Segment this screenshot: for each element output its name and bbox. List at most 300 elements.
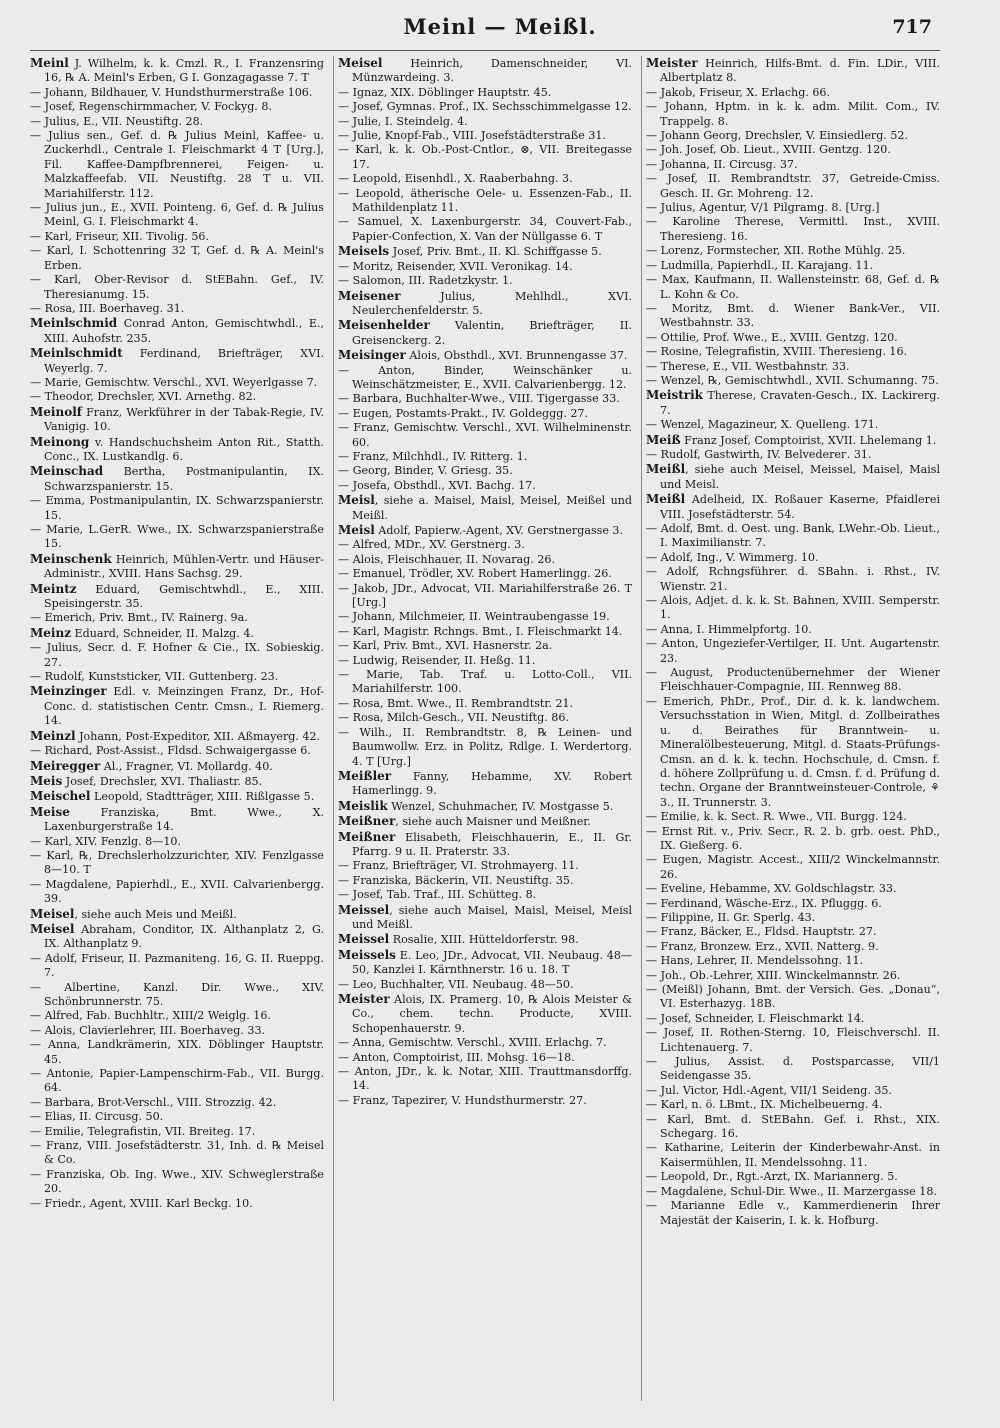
directory-entry <box>646 492 940 522</box>
directory-entry <box>646 374 940 388</box>
directory-entry <box>338 948 632 978</box>
entry-surname: Meisl <box>338 493 375 508</box>
directory-entry <box>646 565 940 594</box>
directory-entry <box>338 143 632 172</box>
directory-entry <box>30 390 324 404</box>
entry-text: — Jakob, Friseur, X. Erlachg. 66. <box>646 85 830 99</box>
directory-entry <box>30 1197 324 1211</box>
entry-text: Wenzel, Schuhmacher, IV. Mostgasse 5. <box>387 799 614 813</box>
entry-text: — Julius, Agentur, V/1 Pilgramg. 8. [Urg.] <box>646 201 880 215</box>
entry-text: — Anton, JDr., k. k. Notar, XIII. Trauttmansdorffg. 14. <box>338 1065 632 1093</box>
directory-entry <box>338 86 632 100</box>
entry-text: Ferdinand, Briefträger, XVI. Weyerlg. 7. <box>44 347 324 375</box>
directory-entry <box>338 654 632 668</box>
directory-entry <box>646 418 940 432</box>
entry-text: — Alois, Adjet. d. k. k. St. Bahnen, XVIII. Semperstr. 1. <box>646 594 940 622</box>
entry-surname: Meinolf <box>30 404 82 419</box>
directory-entry <box>338 697 632 711</box>
directory-entry <box>646 969 940 983</box>
entry-text: — Therese, E., VII. Westbahnstr. 33. <box>646 359 850 373</box>
entry-text: , siehe auch Maisner und Meißner. <box>395 815 591 829</box>
entry-text: Eduard, Schneider, II. Malzg. 4. <box>71 626 254 640</box>
directory-entry <box>338 364 632 393</box>
entry-text: — Rosine, Telegrafistin, XVIII. Theresieng. 16. <box>646 345 908 359</box>
entry-text: — Johann, Bildhauer, V. Hundsthurmerstraße 106. <box>30 85 313 99</box>
directory-entry <box>646 345 940 359</box>
entry-text: — Anna, I. Himmelpfortg. 10. <box>646 622 812 636</box>
entry-text: — Salomon, III. Radetzkystr. 1. <box>338 274 513 288</box>
entry-text: — Johann Georg, Drechsler, V. Einsiedlerg. 52. <box>646 129 908 143</box>
entry-surname: Meinzl <box>30 728 76 743</box>
entry-text: Al., Fragner, VI. Mollardg. 40. <box>100 759 273 773</box>
directory-entry <box>646 302 940 331</box>
entry-text: — Ignaz, XIX. Döblinger Hauptstr. 45. <box>338 85 552 99</box>
entry-text: Adelheid, IX. Roßauer Kaserne, Pfaidlerei VIII. Josefstädterstr. 54. <box>660 493 940 521</box>
entry-surname: Meinong <box>30 434 90 449</box>
directory-entry <box>338 799 632 814</box>
entry-text: — Anna, Landkrämerin, XIX. Döblinger Hauptstr. 45. <box>30 1038 324 1066</box>
directory-entry <box>338 450 632 464</box>
header-rule <box>30 50 940 51</box>
directory-entry <box>338 769 632 799</box>
directory-entry <box>646 201 940 215</box>
entry-text: — Filippine, II. Gr. Sperlg. 43. <box>646 910 816 924</box>
entry-text: Franziska, Bmt. Wwe., X. Laxenburgerstraße 14. <box>44 805 324 834</box>
entry-text: — Karl, Magistr. Rchngs. Bmt., I. Fleischmarkt 14. <box>338 624 623 638</box>
directory-entry <box>338 421 632 450</box>
directory-entry <box>30 1009 324 1023</box>
directory-entry <box>646 158 940 172</box>
directory-entry <box>646 388 940 418</box>
directory-entry <box>338 464 632 478</box>
entry-text: — Karl, k. k. Ob.-Post-Cntlor., ⊗, VII. Breitegasse 17. <box>338 143 632 171</box>
entry-text: — Anna, Gemischtw. Verschl., XVIII. Erlachg. 7. <box>338 1036 607 1050</box>
entry-text: Julius, Mehlhdl., XVI. Neulerchenfelderstr. 5. <box>352 289 632 317</box>
entry-text: — Marie, Tab. Traf. u. Lotto-Coll., VII. Mariahilferstr. 100. <box>338 668 632 696</box>
entry-text: — Leo, Buchhalter, VII. Neubaug. 48—50. <box>338 977 574 991</box>
directory-entry <box>30 129 324 201</box>
entry-text: Edl. v. Meinzingen Franz, Dr., Hof-Conc. d. statistischen Centr. Cmsn., I. Riemerg. 14. <box>44 685 324 728</box>
entry-text: — Moritz, Reisender, XVII. Veronikag. 14. <box>338 259 573 273</box>
entry-text: — Marie, Gemischtw. Verschl., XVI. Weyerlgasse 7. <box>30 375 318 389</box>
directory-entry <box>338 711 632 725</box>
entry-surname: Meister <box>646 56 698 70</box>
directory-entry <box>646 1170 940 1184</box>
entry-text: — Emerich, Priv. Bmt., IV. Rainerg. 9a. <box>30 611 248 625</box>
directory-entry <box>646 1026 940 1055</box>
directory-entry <box>646 594 940 623</box>
entry-text: — Adolf, Bmt. d. Oest. ung. Bank, LWehr.-Ob. Lieut., I. Maximilianstr. 7. <box>646 522 940 550</box>
directory-entry <box>30 523 324 552</box>
directory-entry <box>30 981 324 1010</box>
directory-entry <box>338 1065 632 1094</box>
directory-entry <box>30 1139 324 1168</box>
entry-text: — Franz, Bäcker, E., Fldsd. Hauptstr. 27. <box>646 925 877 939</box>
directory-entry <box>646 129 940 143</box>
entries-columns <box>30 56 940 1406</box>
directory-entry <box>30 835 324 849</box>
directory-entry <box>646 810 940 824</box>
entry-text: — Franziska, Bäckerin, VII. Neustiftg. 35. <box>338 873 574 887</box>
entry-text: — Wenzel, Magazineur, X. Quelleng. 171. <box>646 418 879 432</box>
entry-text: , siehe a. Maisel, Maisl, Meisel, Meißel und Meißl. <box>352 494 632 522</box>
directory-entry <box>30 878 324 907</box>
directory-entry <box>30 1125 324 1139</box>
entry-text: — Josef, Schneider, I. Fleischmarkt 14. <box>646 1011 865 1025</box>
directory-entry <box>646 695 940 810</box>
directory-entry <box>30 405 324 435</box>
entry-text: — Alois, Fleischhauer, II. Novarag. 26. <box>338 552 555 566</box>
page-title: Meinl — Meißl. <box>403 14 597 39</box>
entry-text: — Jul. Victor, Hdl.-Agent, VII/1 Seideng. 35. <box>646 1083 893 1097</box>
entry-surname: Meise <box>30 804 70 819</box>
directory-entry <box>30 230 324 244</box>
entry-surname: Meinlschmidt <box>30 346 123 361</box>
directory-entry <box>338 479 632 493</box>
entry-text: — Leopold, Dr., Rgt.-Arzt, IX. Mariannerg. 5. <box>646 1170 898 1184</box>
entry-surname: Meisl <box>338 523 375 537</box>
entry-text: — Karl, n. ö. LBmt., IX. Michelbeuerng. 4. <box>646 1098 883 1112</box>
column-right <box>646 56 940 1406</box>
directory-entry <box>30 952 324 981</box>
entry-surname: Meißl <box>646 492 686 507</box>
directory-entry <box>338 625 632 639</box>
entry-text: — Friedr., Agent, XVIII. Karl Beckg. 10. <box>30 1196 253 1210</box>
entry-text: — Anton, Ungeziefer-Vertilger, II. Unt. Augartenstr. 23. <box>646 637 940 665</box>
entry-text: — Franz, Tapezirer, V. Hundsthurmerstr. 27. <box>338 1093 587 1107</box>
directory-entry <box>338 115 632 129</box>
directory-entry <box>30 494 324 523</box>
entry-text: — Adolf, Friseur, II. Pazmaniteng. 16, G. II. Rueppg. 7. <box>30 951 324 980</box>
entry-text: — Ludwig, Reisender, II. Heßg. 11. <box>338 653 536 667</box>
directory-entry <box>338 260 632 274</box>
entry-text: — Johann, Hptm. in k. k. adm. Milit. Com., IV. Trappelg. 8. <box>646 100 940 128</box>
directory-entry <box>646 86 940 100</box>
entry-text: — Franz, Gemischtw. Verschl., XVI. Wilhelminenstr. 60. <box>338 421 632 449</box>
directory-entry <box>646 637 940 666</box>
directory-entry <box>646 433 940 448</box>
directory-entry <box>646 551 940 565</box>
directory-entry <box>30 201 324 230</box>
directory-entry <box>30 273 324 302</box>
entry-text: Bertha, Postmanipulantin, IX. Schwarzspanierstr. 15. <box>44 465 324 493</box>
entry-text: — Jakob, JDr., Advocat, VII. Mariahilferstraße 26. T [Urg.] <box>338 581 632 610</box>
entry-text: Alois, Obsthdl., XVI. Brunnengasse 37. <box>405 349 628 363</box>
entry-text: — Karl, Priv. Bmt., XVI. Hasnerstr. 2a. <box>338 639 553 653</box>
column-middle <box>338 56 632 1406</box>
entry-text: — Georg, Binder, V. Griesg. 35. <box>338 464 513 478</box>
directory-entry <box>338 610 632 624</box>
directory-entry <box>646 1113 940 1142</box>
entry-surname: Meischel <box>30 789 91 804</box>
directory-entry <box>338 567 632 581</box>
directory-entry <box>30 759 324 774</box>
entry-text: — Rudolf, Gastwirth, IV. Belvederег. 31. <box>646 447 872 461</box>
entry-surname: Meisel <box>338 56 383 70</box>
entry-text: — Rudolf, Kunststicker, VII. Guttenberg. 23. <box>30 670 279 684</box>
entry-surname: Meißl <box>646 462 686 477</box>
entry-text: — Julie, I. Steindelg. 4. <box>338 114 468 128</box>
entry-surname: Meister <box>338 992 390 1006</box>
directory-entry <box>646 244 940 258</box>
entry-surname: Meinschad <box>30 464 104 479</box>
entry-text: — Rosa, Milch-Gesch., VII. Neustiftg. 86. <box>338 711 569 725</box>
directory-entry <box>646 100 940 129</box>
entry-text: Conrad Anton, Gemischtwhdl., E., XIII. Auhofstr. 235. <box>44 317 324 345</box>
directory-entry <box>338 888 632 902</box>
entry-text: Heinrich, Damenschneider, VI. Münzwardeing. 3. <box>352 57 632 85</box>
entry-surname: Meinl <box>30 56 69 70</box>
directory-entry <box>646 1084 940 1098</box>
entry-text: — Leopold, ätherische Oele- u. Essenzen-Fab., II. Mathildenplatz 11. <box>338 186 632 215</box>
directory-entry <box>338 553 632 567</box>
entry-text: — Josef, II. Rembrandtstr. 37, Getreide-Cmiss. Gesch. II. Gr. Mohreng. 12. <box>646 172 940 200</box>
directory-entry <box>646 360 940 374</box>
entry-text: — Josefa, Obsthdl., XVI. Bachg. 17. <box>338 478 536 492</box>
entry-text: Eduard, Gemischtwhdl., E., XIII. Speisingerstr. 35. <box>44 582 324 611</box>
entry-surname: Meißler <box>338 768 392 783</box>
entry-text: — Ludmilla, Papierhdl., II. Karajang. 11. <box>646 258 874 272</box>
entry-text: — Richard, Post-Assist., Fldsd. Schwaigergasse 6. <box>30 744 311 758</box>
entry-text: Heinrich, Hilfs-Bmt. d. Fin. LDir., VIII. Albertplatz 8. <box>660 57 940 85</box>
directory-entry <box>646 1012 940 1026</box>
directory-entry <box>338 172 632 186</box>
directory-entry <box>646 825 940 854</box>
directory-entry <box>338 1094 632 1108</box>
entry-text: — Hans, Lehrer, II. Mendelssohng. 11. <box>646 954 864 968</box>
directory-entry <box>338 538 632 552</box>
entry-text: — Julius, E., VII. Neustiftg. 28. <box>30 114 204 128</box>
directory-entry <box>30 435 324 465</box>
directory-entry <box>646 911 940 925</box>
entry-text: — Josef, Regenschirmmacher, V. Fockyg. 8. <box>30 100 272 114</box>
entry-text: — Theodor, Drechsler, XVI. Arnethg. 82. <box>30 390 257 404</box>
entry-text: — Josef, II. Rothen-Sterng. 10, Fleischverschl. II. Lichtenauerg. 7. <box>646 1026 940 1054</box>
entry-text: — Wilh., II. Rembrandtstr. 8, ℞ Leinen- und Baumwollw. Erz. in Politz, Rdlge. I. Werdertorg. 4. T [Urg.] <box>338 725 632 768</box>
entry-text: — Emerich, PhDr., Prof., Dir. d. k. k. landwchem. Versuchsstation in Wien, Mitgl. d. Zollbeirathes u. d. Beirathes für Branntwein- u. Mineralölbesteuerung, Mitgl. d. Staats-Prüfungs-Cmsn. an d. k. k. techn. Hochschule, d. Cmsn. f. d. höhere Zollprüfung u. d. Cmsn. f. d. Prüfung d. techn. Organe der Branntweinsteuer-Controle, ⚘ 3., II. Trunnerstr. 3. <box>646 694 940 809</box>
directory-entry <box>646 259 940 273</box>
entry-text: Heinrich, Mühlen-Vertr. und Häuser-Administr., XVIII. Hans Sachsg. 29. <box>44 552 324 581</box>
entry-text: Franz, Werkführer in der Tabak-Regie, IV. Vanigig. 10. <box>44 405 324 434</box>
entry-surname: Meinlschmid <box>30 316 118 331</box>
entry-surname: Meisener <box>338 288 401 303</box>
entry-text: — Julius, Secr. d. F. Hofner & Cie., IX. Sobieskig. 27. <box>30 641 324 669</box>
entry-text: E. Leo, JDr., Advocat, VII. Neubaug. 48—50, Kanzlei I. Kärnthnerstr. 16 u. 18. T <box>352 948 632 977</box>
directory-entry <box>646 462 940 492</box>
directory-entry <box>338 56 632 86</box>
entry-text: — Josef, Gymnas. Prof., IX. Sechsschimmelgasse 12. <box>338 100 632 114</box>
directory-entry <box>30 1024 324 1038</box>
entry-surname: Meiß <box>646 432 681 447</box>
entry-text: — Julius jun., E., XVII. Pointeng. 6, Gef. d. ℞ Julius Meinl, G. I. Fleischmarkt 4. <box>30 201 324 229</box>
entry-text: — Franz, Bronzew. Erz., XVII. Natterg. 9. <box>646 939 879 953</box>
directory-entry <box>338 348 632 363</box>
directory-entry <box>338 493 632 523</box>
directory-entry <box>646 983 940 1012</box>
entry-text: Elisabeth, Fleischhauerin, E., II. Gr. Pfarrg. 9 u. II. Praterstr. 33. <box>352 830 632 858</box>
directory-entry <box>338 100 632 114</box>
directory-entry <box>646 215 940 244</box>
entry-text: — Joh. Josef, Ob. Lieut., XVIII. Gentzg. 120. <box>646 143 891 157</box>
directory-entry <box>646 522 940 551</box>
entry-text: Alois, IX. Pramerg. 10, ℞ Alois Meister & Co., chem. techn. Producte, XVIII. Schopenhauerstr. 9. <box>352 993 632 1035</box>
entry-text: — Katharine, Leiterin der Kinderbewahr-Anst. in Kaisermühlen, II. Mendelssohng. 11. <box>646 1141 940 1169</box>
directory-entry <box>646 448 940 462</box>
entry-text: — Alfred, Fab. Buchhltr., XIII/2 Weiglg. 16. <box>30 1009 271 1023</box>
entry-text: Adolf, Papierw.-Agent, XV. Gerstnergasse 3. <box>374 524 624 537</box>
entry-text: — Rosa, III. Boerhaveg. 31. <box>30 301 185 315</box>
entry-text: — Antonie, Papier-Lampenschirm-Fab., VII. Burgg. 64. <box>30 1067 324 1095</box>
entry-surname: Meisinger <box>338 348 406 363</box>
entry-text: — Ernst Rit. v., Priv. Secr., R. 2. b. grb. oest. PhD., IX. Gießerg. 6. <box>646 824 940 852</box>
entry-text: — Karl, I. Schottenring 32 T, Gef. d. ℞ A. Meinl's Erben. <box>30 244 324 272</box>
entry-text: Fanny, Hebamme, XV. Robert Hamerlingg. 9. <box>352 769 632 798</box>
directory-entry <box>338 726 632 769</box>
directory-entry <box>30 670 324 684</box>
entry-surname: Meisenhelder <box>338 318 430 333</box>
entry-text: — Samuel, X. Laxenburgerstr. 34, Couvert-Fab., Papier-Confection, X. Van der Nüllgasse 6. T <box>338 215 632 243</box>
directory-entry <box>30 849 324 878</box>
directory-entry <box>338 244 632 259</box>
entry-surname: Meinzinger <box>30 684 107 699</box>
directory-entry <box>30 582 324 612</box>
entry-text: — Karoline Therese, Vermittl. Inst., XVIII. Theresieng. 16. <box>646 215 940 243</box>
directory-entry <box>646 172 940 201</box>
entry-text: — Magdalene, Schul-Dir. Wwe., II. Marzergasse 18. <box>646 1184 937 1198</box>
entry-text: Abraham, Conditor, IX. Althanplatz 2, G. IX. Althanplatz 9. <box>44 922 324 951</box>
directory-entry <box>338 874 632 888</box>
entry-text: — Alfred, MDr., XV. Gerstnerg. 3. <box>338 538 525 552</box>
directory-entry <box>30 729 324 744</box>
entry-text: — Franz, Milchhdl., IV. Ritterg. 1. <box>338 449 528 463</box>
directory-entry <box>30 1110 324 1124</box>
entry-surname: Meiregger <box>30 758 101 773</box>
directory-entry <box>30 56 324 86</box>
directory-entry <box>646 925 940 939</box>
entry-text: — Ferdinand, Wäsche-Erz., IX. Pfluggg. 6. <box>646 896 882 910</box>
directory-entry <box>338 859 632 873</box>
entry-surname: Meissel <box>338 902 390 917</box>
directory-entry <box>646 1055 940 1084</box>
directory-entry <box>30 100 324 114</box>
directory-entry <box>338 830 632 860</box>
entry-text: , siehe auch Maisel, Maisl, Meisel, Meisl und Meißl. <box>352 903 632 931</box>
directory-entry <box>338 903 632 933</box>
directory-entry <box>30 1067 324 1096</box>
directory-entry <box>30 744 324 758</box>
entry-text: — Anton, Comptoirist, III. Mohsg. 16—18. <box>338 1050 575 1064</box>
entry-text: — Josef, Tab. Traf., III. Schütteg. 8. <box>338 888 537 902</box>
entry-surname: Meißner <box>338 829 396 844</box>
directory-entry <box>30 774 324 789</box>
entry-text: — Eugen, Postamts-Prakt., IV. Goldeggg. 27. <box>338 406 589 420</box>
entry-text: — Barbara, Brot-Verschl., VIII. Strozzig. 42. <box>30 1095 277 1109</box>
entry-text: — Lorenz, Formstecher, XII. Rothe Mühlg. 25. <box>646 244 906 258</box>
entry-text: — Franziska, Ob. Ing. Wwe., XIV. Schweglerstraße 20. <box>30 1167 324 1196</box>
entry-surname: Meislik <box>338 798 388 813</box>
directory-entry <box>30 789 324 804</box>
directory-entry <box>646 56 940 86</box>
entry-text: — Karl, Ober-Revisor d. StEBahn. Gef., IV. Theresianumg. 15. <box>30 273 324 301</box>
entry-text: — Karl, Bmt. d. StEBahn. Gef. i. Rhst., XIX. Schegarg. 16. <box>646 1112 940 1141</box>
entry-text: J. Wilhelm, k. k. Cmzl. R., I. Franzensring 16, ℞ A. Meinl's Erben, G I. Gonzagagasse 7. T <box>44 57 324 85</box>
directory-entry <box>338 814 632 829</box>
directory-entry <box>338 392 632 406</box>
directory-entry <box>646 1199 940 1228</box>
directory-entry <box>338 639 632 653</box>
entry-text: — Franz, Briefträger, VI. Strohmayerg. 11. <box>338 859 579 873</box>
directory-entry <box>30 244 324 273</box>
column-left <box>30 56 324 1406</box>
entry-surname: Meisel <box>30 921 75 936</box>
entry-text: — Wenzel, ℞, Gemischtwhdl., XVII. Schumanng. 75. <box>646 373 939 387</box>
entry-text: — Emilie, k. k. Sect. R. Wwe., VII. Burgg. 124. <box>646 810 907 824</box>
entry-text: — Eveline, Hebamme, XV. Goldschlagstr. 33. <box>646 882 897 896</box>
entry-text: — Joh., Ob.-Lehrer, XIII. Winckelmannstr. 26. <box>646 968 901 982</box>
directory-entry <box>338 582 632 611</box>
directory-entry <box>646 1141 940 1170</box>
directory-entry <box>646 143 940 157</box>
directory-entry <box>646 1098 940 1112</box>
entry-text: — Johanna, II. Circusg. 37. <box>646 157 798 171</box>
entry-text: — Emilie, Telegrafistin, VII. Breiteg. 17. <box>30 1124 256 1138</box>
entry-surname: Meistrik <box>646 388 703 403</box>
directory-entry <box>646 666 940 695</box>
directory-entry <box>30 611 324 625</box>
entry-text: , siehe auch Meis und Meißl. <box>74 907 237 921</box>
directory-entry <box>30 922 324 952</box>
entry-surname: Meisel <box>30 906 75 921</box>
entry-text: — Karl, ℞, Drechslerholzzurichter, XIV. Fenzlgasse 8—10. T <box>30 848 324 877</box>
directory-entry <box>30 86 324 100</box>
entry-text: Franz Josef, Comptoirist, XVII. Lhelemang 1. <box>680 433 937 447</box>
entry-text: — Magdalene, Papierhdl., E., XVII. Calvarienbergg. 39. <box>30 877 324 906</box>
entry-text: Josef, Priv. Bmt., II. Kl. Schiffgasse 5. <box>389 245 602 259</box>
entry-text: — Julie, Knopf-Fab., VIII. Josefstädterstraße 31. <box>338 129 606 143</box>
directory-entry <box>338 1051 632 1065</box>
entry-text: — Karl, Friseur, XII. Tivolig. 56. <box>30 229 210 243</box>
entry-surname: Meis <box>30 773 63 788</box>
entry-text: — Adolf, Ing., V. Wimmerg. 10. <box>646 550 819 564</box>
entry-surname: Meißner <box>338 814 396 829</box>
entry-text: — Franz, VIII. Josefstädterstr. 31, Inh. d. ℞ Meisel & Co. <box>30 1139 324 1167</box>
directory-entry <box>338 992 632 1036</box>
directory-entry <box>338 289 632 319</box>
directory-entry <box>30 907 324 922</box>
entry-text: — Marie, L.GerR. Wwe., IX. Schwarzspanierstraße 15. <box>30 523 324 551</box>
directory-entry <box>646 897 940 911</box>
entry-text: — Rosa, Bmt. Wwe., II. Rembrandtstr. 21. <box>338 696 574 710</box>
entry-text: — Elias, II. Circusg. 50. <box>30 1110 164 1124</box>
directory-entry <box>646 940 940 954</box>
directory-entry <box>338 129 632 143</box>
entry-text: Leopold, Stadtträger, XIII. Rißlgasse 5. <box>90 790 315 804</box>
directory-entry <box>646 273 940 302</box>
directory-entry <box>30 1096 324 1110</box>
directory-entry <box>646 853 940 882</box>
directory-entry <box>646 331 940 345</box>
entry-text: — August, Productenübernehmer der Wiener Fleischhauer-Compagnie, III. Rennweg 88. <box>646 666 940 694</box>
entry-text: — Johann, Milchmeier, II. Weintraubengasse 19. <box>338 610 610 624</box>
entry-text: — Max, Kaufmann, II. Wallensteinstr. 68, Gef. d. ℞ L. Kohn & Co. <box>646 273 940 301</box>
directory-entry <box>30 552 324 582</box>
directory-entry <box>338 318 632 348</box>
directory-entry <box>30 376 324 390</box>
entry-surname: Meinschenk <box>30 551 112 566</box>
entry-text: — Karl, XIV. Fenzlg. 8—10. <box>30 834 181 848</box>
entry-text: — Barbara, Buchhalter-Wwe., VIII. Tigergasse 33. <box>338 392 620 406</box>
directory-entry <box>338 523 632 538</box>
